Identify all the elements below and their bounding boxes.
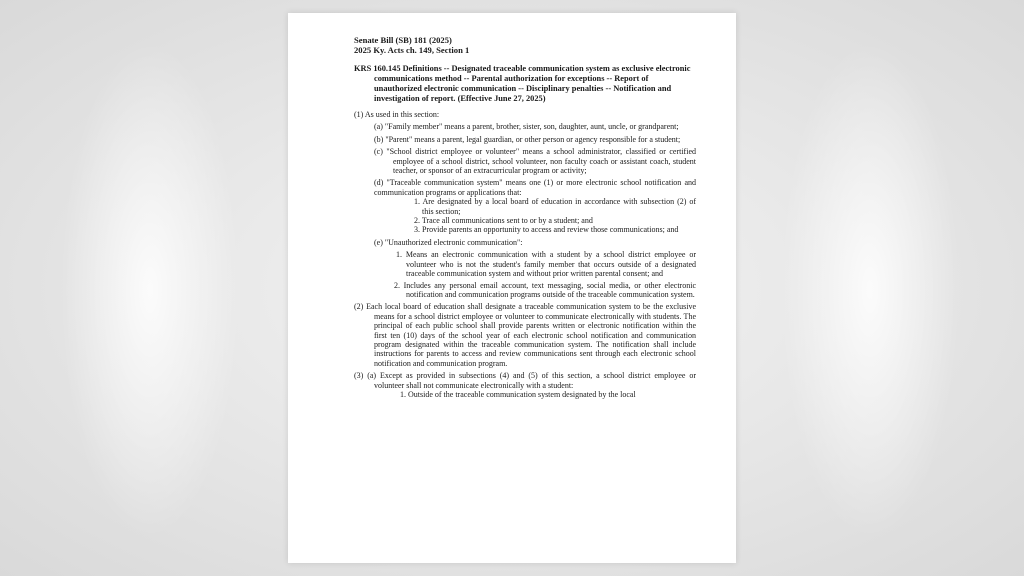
- definition-d: (d) "Traceable communication system" means one (1) or more electronic school notification and communication programs or applications that:: [374, 178, 696, 197]
- bill-header-line-1: Senate Bill (SB) 181 (2025): [354, 35, 452, 45]
- section-2: (2) Each local board of education shall designate a traceable communication system to be the exclusive means for a school district employee or volunteer to communicate electronically with students. The principal of each public school shall provide parents written or electronic notification within the first ten (10) days of the school year of each electronic school notification and communication program designated within the traceable communication system. The notification shall include instructions for parents to access and review communications sent through each electronic school notification and communication program.: [354, 302, 696, 368]
- bill-header-line-2: 2025 Ky. Acts ch. 149, Section 1: [354, 45, 470, 55]
- statute-title: KRS 160.145 Definitions -- Designated traceable communication system as exclusive electronic communications method -- Parental authorization for exceptions -- Report of unauthorized electronic communication -- Disciplinary penalties -- Notification and investigation of report. (Effective June 27, 2025): [354, 64, 691, 103]
- section-3-a-item-1: 1. Outside of the traceable communication system designated by the local: [400, 389, 636, 399]
- definition-c: (c) "School district employee or volunteer" means a school administrator, classified or certified employee of a school district, school volunteer, non faculty coach or assistant coach, student teacher, or sponsor of an extracurricular program or activity;: [374, 147, 696, 176]
- definition-d-item-2: 2. Trace all communications sent to or by a student; and: [414, 216, 593, 226]
- definition-d-item-3: 3. Provide parents an opportunity to access and review those communications; and: [414, 225, 679, 235]
- section-1-intro: (1) As used in this section:: [354, 110, 440, 119]
- definition-b: (b) "Parent" means a parent, legal guardian, or other person or agency responsible for a student;: [374, 134, 681, 144]
- definition-e: (e) "Unauthorized electronic communication":: [374, 237, 523, 247]
- definition-e-item-2: 2. Includes any personal email account, text messaging, social media, or other electronic notification and communication programs outside of the traceable communication system.: [394, 280, 696, 299]
- background-blur-left: [60, 40, 240, 540]
- document-page: [288, 13, 736, 563]
- definition-a: (a) "Family member" means a parent, brother, sister, son, daughter, aunt, uncle, or grandparent;: [374, 122, 679, 132]
- definition-d-item-1: 1. Are designated by a local board of education in accordance with subsection (2) of this section;: [414, 197, 696, 216]
- background-blur-right: [780, 40, 960, 540]
- definition-e-item-1: 1. Means an electronic communication with a student by a school district employee or volunteer who is not the student's family member that occurs outside of a designated traceable communication system and without prior written parental consent; and: [396, 250, 696, 279]
- section-3-a: (3) (a) Except as provided in subsections (4) and (5) of this section, a school district employee or volunteer shall not communicate electronically with a student:: [354, 371, 696, 390]
